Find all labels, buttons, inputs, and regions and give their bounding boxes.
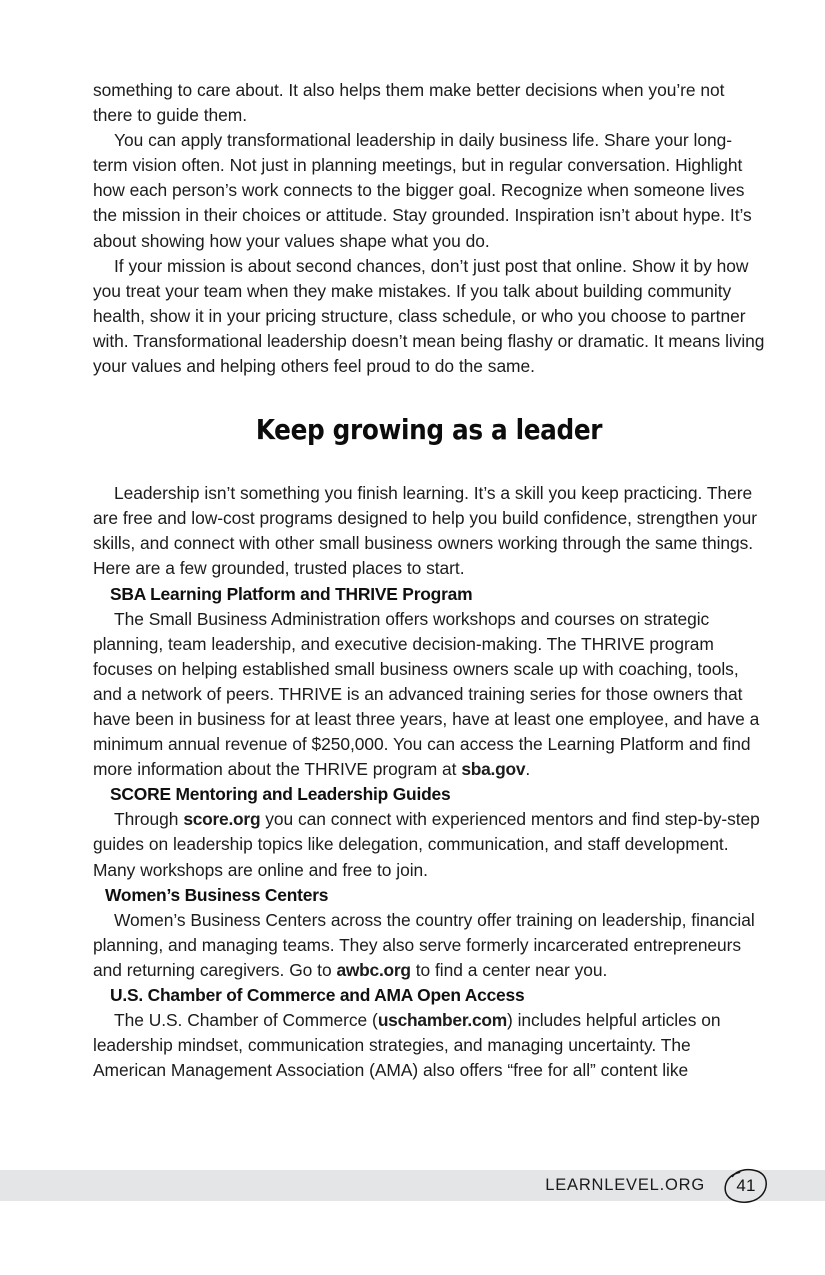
paragraph-sba: [93, 607, 765, 783]
uschamber-text-before: The U.S. Chamber of Commerce (: [114, 1010, 378, 1031]
subheading-score: SCORE Mentoring and Leadership Guides: [110, 784, 451, 805]
subheading-womens-business-centers: Women’s Business Centers: [105, 884, 329, 905]
sba-link: sba.gov: [461, 759, 526, 780]
heading-spacer-top: [93, 379, 765, 413]
awbc-text-after: to find a center near you.: [410, 959, 608, 980]
subheading-us-chamber: U.S. Chamber of Commerce and AMA Open Access: [110, 985, 525, 1005]
page-number-badge: [723, 1166, 769, 1206]
score-text-after: you can connect with experienced mentors and find step-by-step guides on leadership topics like delegation, communication, and staff development. Many workshops are online and free to join.: [93, 809, 760, 880]
uschamber-link: uschamber.com: [377, 1010, 507, 1031]
paragraph-us-chamber: [93, 1008, 765, 1083]
paragraph-continued: something to care about. It also helps them make better decisions when you’re not there to guide them.: [93, 80, 725, 126]
page-content: [93, 78, 765, 1083]
page-number: 41: [736, 1175, 756, 1195]
awbc-link: awbc.org: [336, 959, 411, 980]
paragraph-womens-business-centers: [93, 908, 765, 983]
sba-text-after: .: [525, 759, 531, 780]
heading-spacer-bottom: [93, 447, 765, 481]
paragraph-section-intro: Leadership isn’t something you finish learning. It’s a skill you keep practicing. There are free and low-cost programs designed to help you build confidence, strengthen your skills, and connect with other small business owners working through the same things. Here are a few grounded, trusted places to start.: [93, 483, 757, 579]
score-text-before: Through: [114, 809, 184, 830]
subheading-sba: SBA Learning Platform and THRIVE Program: [110, 583, 473, 604]
page-footer: [0, 1170, 825, 1201]
awbc-text-before: Women’s Business Centers across the country offer training on leadership, financial planning, and managing teams. They also serve formerly incarcerated entrepreneurs and returning caregivers. Go to: [93, 909, 755, 980]
footer-site-name: LEARNLEVEL.ORG: [545, 1176, 705, 1194]
sba-text-before: The Small Business Administration offers workshops and courses on strategic planning, team leadership, and executive decision-making. The THRIVE program focuses on helping established small business owners scale up with coaching, tools, and a network of peers. THRIVE is an advanced training series for those owners that have been in business for at least three years, have at least one employee, and have a minimum annual revenue of $250,000. You can access the Learning Platform and find more information about the THRIVE program at: [93, 608, 760, 780]
paragraph-score: [93, 807, 765, 882]
paragraph-apply-transformational: You can apply transformational leadership in daily business life. Share your long-term vision often. Not just in planning meetings, but in regular conversation. Highlight how each person’s work connects to the bigger goal. Recognize when someone lives the mission in their choices or attitude. Stay grounded. Inspiration isn’t about hype. It’s about showing how your values shape what you do.: [93, 130, 752, 251]
uschamber-text-after: ) includes helpful articles on leadership mindset, communication strategies, and managing uncertainty. The American Management Association (AMA) also offers “free for all” content like: [93, 1010, 721, 1081]
paragraph-second-chances: If your mission is about second chances, don’t just post that online. Show it by how you treat your team when they make mistakes. If you talk about building community health, show it in your pricing structure, class schedule, or who you choose to partner with. Transformational leadership doesn’t mean being flashy or dramatic. It means living your values and helping others feel proud to do the same.: [93, 255, 765, 377]
score-link: score.org: [183, 809, 261, 830]
page-title: Keep growing as a leader: [255, 414, 603, 447]
